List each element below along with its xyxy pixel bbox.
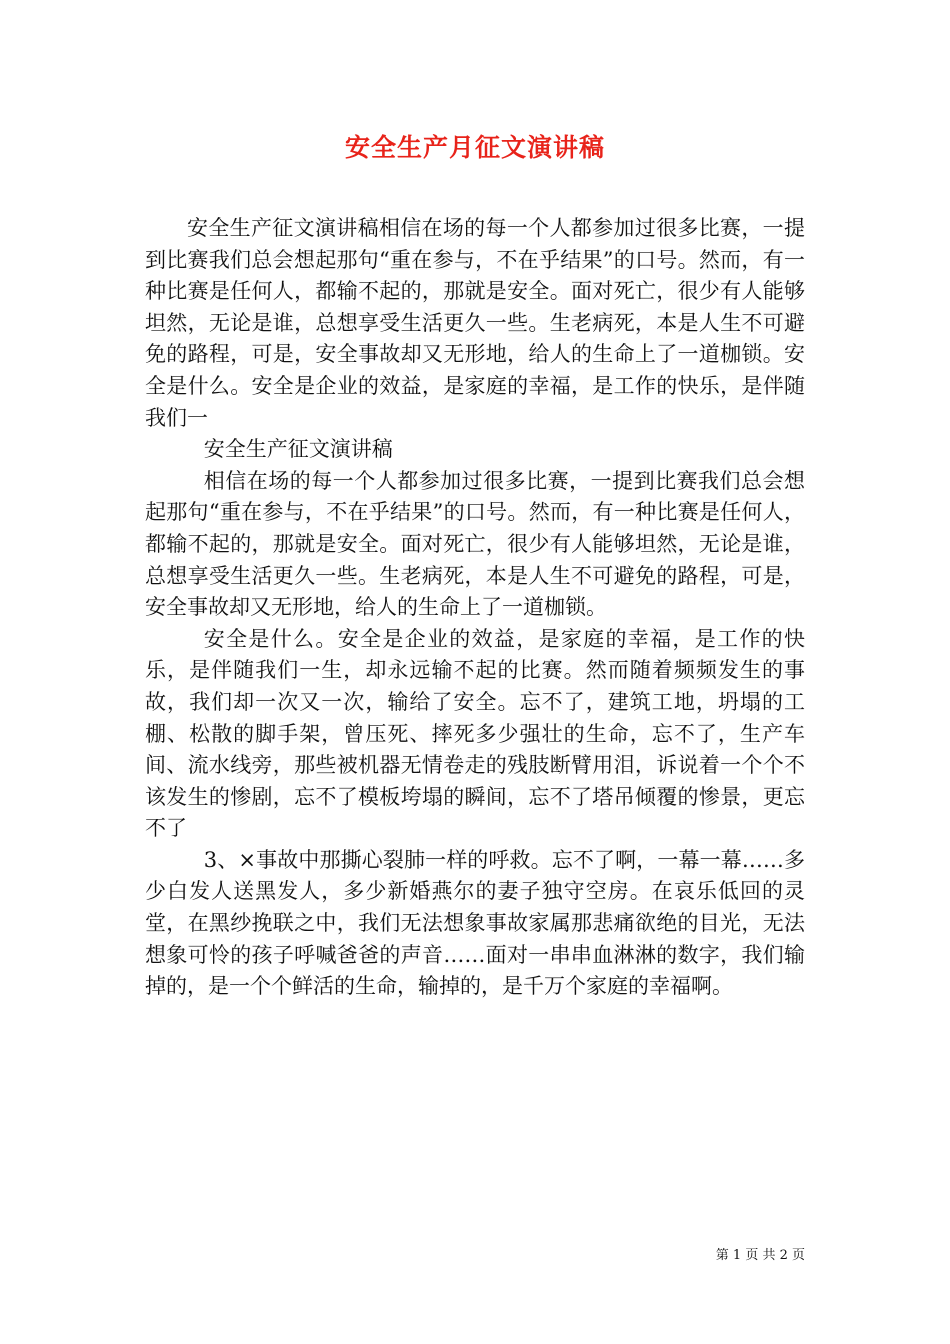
paragraph-competition: 相信在场的每一个人都参加过很多比赛，一提到比赛我们总会想起那句“重在参与，不在乎结果”的口号。然而，有一种比赛是任何人，都输不起的，那就是安全。面对死亡，很少有人能够坦然，无论是谁，总想享受生活更久一些。生老病死，本是人生不可避免的路程，可是，安全事故却又无形地，给人的生命上了一道枷锁。 (145, 468, 805, 620)
paragraph-what-is-safety: 安全是什么。安全是企业的效益，是家庭的幸福，是工作的快乐，是伴随我们一生，却永远输不起的比赛。然而随着频频发生的事故，我们却一次又一次，输给了安全。忘不了，建筑工地，坍塌的工棚、松散的脚手架，曾压死、摔死多少强壮的生命，忘不了，生产车间、流水线旁，那些被机器无情卷走的残肢断臂用泪，诉说着一个个不该发生的惨剧，忘不了模板垮塌的瞬间，忘不了塔吊倾覆的惨景，更忘不了 (145, 626, 805, 841)
document-title: 安全生产月征文演讲稿 (344, 133, 605, 162)
paragraph-subtitle: 安全生产征文演讲稿 (203, 437, 393, 462)
paragraph-cries: 3、×事故中那撕心裂肺一样的呼救。忘不了啊，一幕一幕……多少白发人送黑发人，多少新婚燕尔的妻子独守空房。在哀乐低回的灵堂，在黑纱挽联之中，我们无法想象事故家属那悲痛欲绝的目光，无法想象可怜的孩子呼喊爸爸的声音……面对一串串血淋淋的数字，我们输掉的，是一个个鲜活的生命，输掉的，是千万个家庭的幸福啊。 (145, 847, 805, 999)
page-number: 第 1 页 共 2 页 (715, 1248, 805, 1263)
paragraph-intro: 安全生产征文演讲稿相信在场的每一个人都参加过很多比赛，一提到比赛我们总会想起那句“重在参与，不在乎结果”的口号。然而，有一种比赛是任何人，都输不起的，那就是安全。面对死亡，很少有人能够坦然，无论是谁，总想享受生活更久一些。生老病死，本是人生不可避免的路程，可是，安全事故却又无形地，给人的生命上了一道枷锁。安全是什么。安全是企业的效益，是家庭的幸福，是工作的快乐，是伴随我们一 (145, 216, 805, 430)
document-body (145, 213, 805, 1003)
